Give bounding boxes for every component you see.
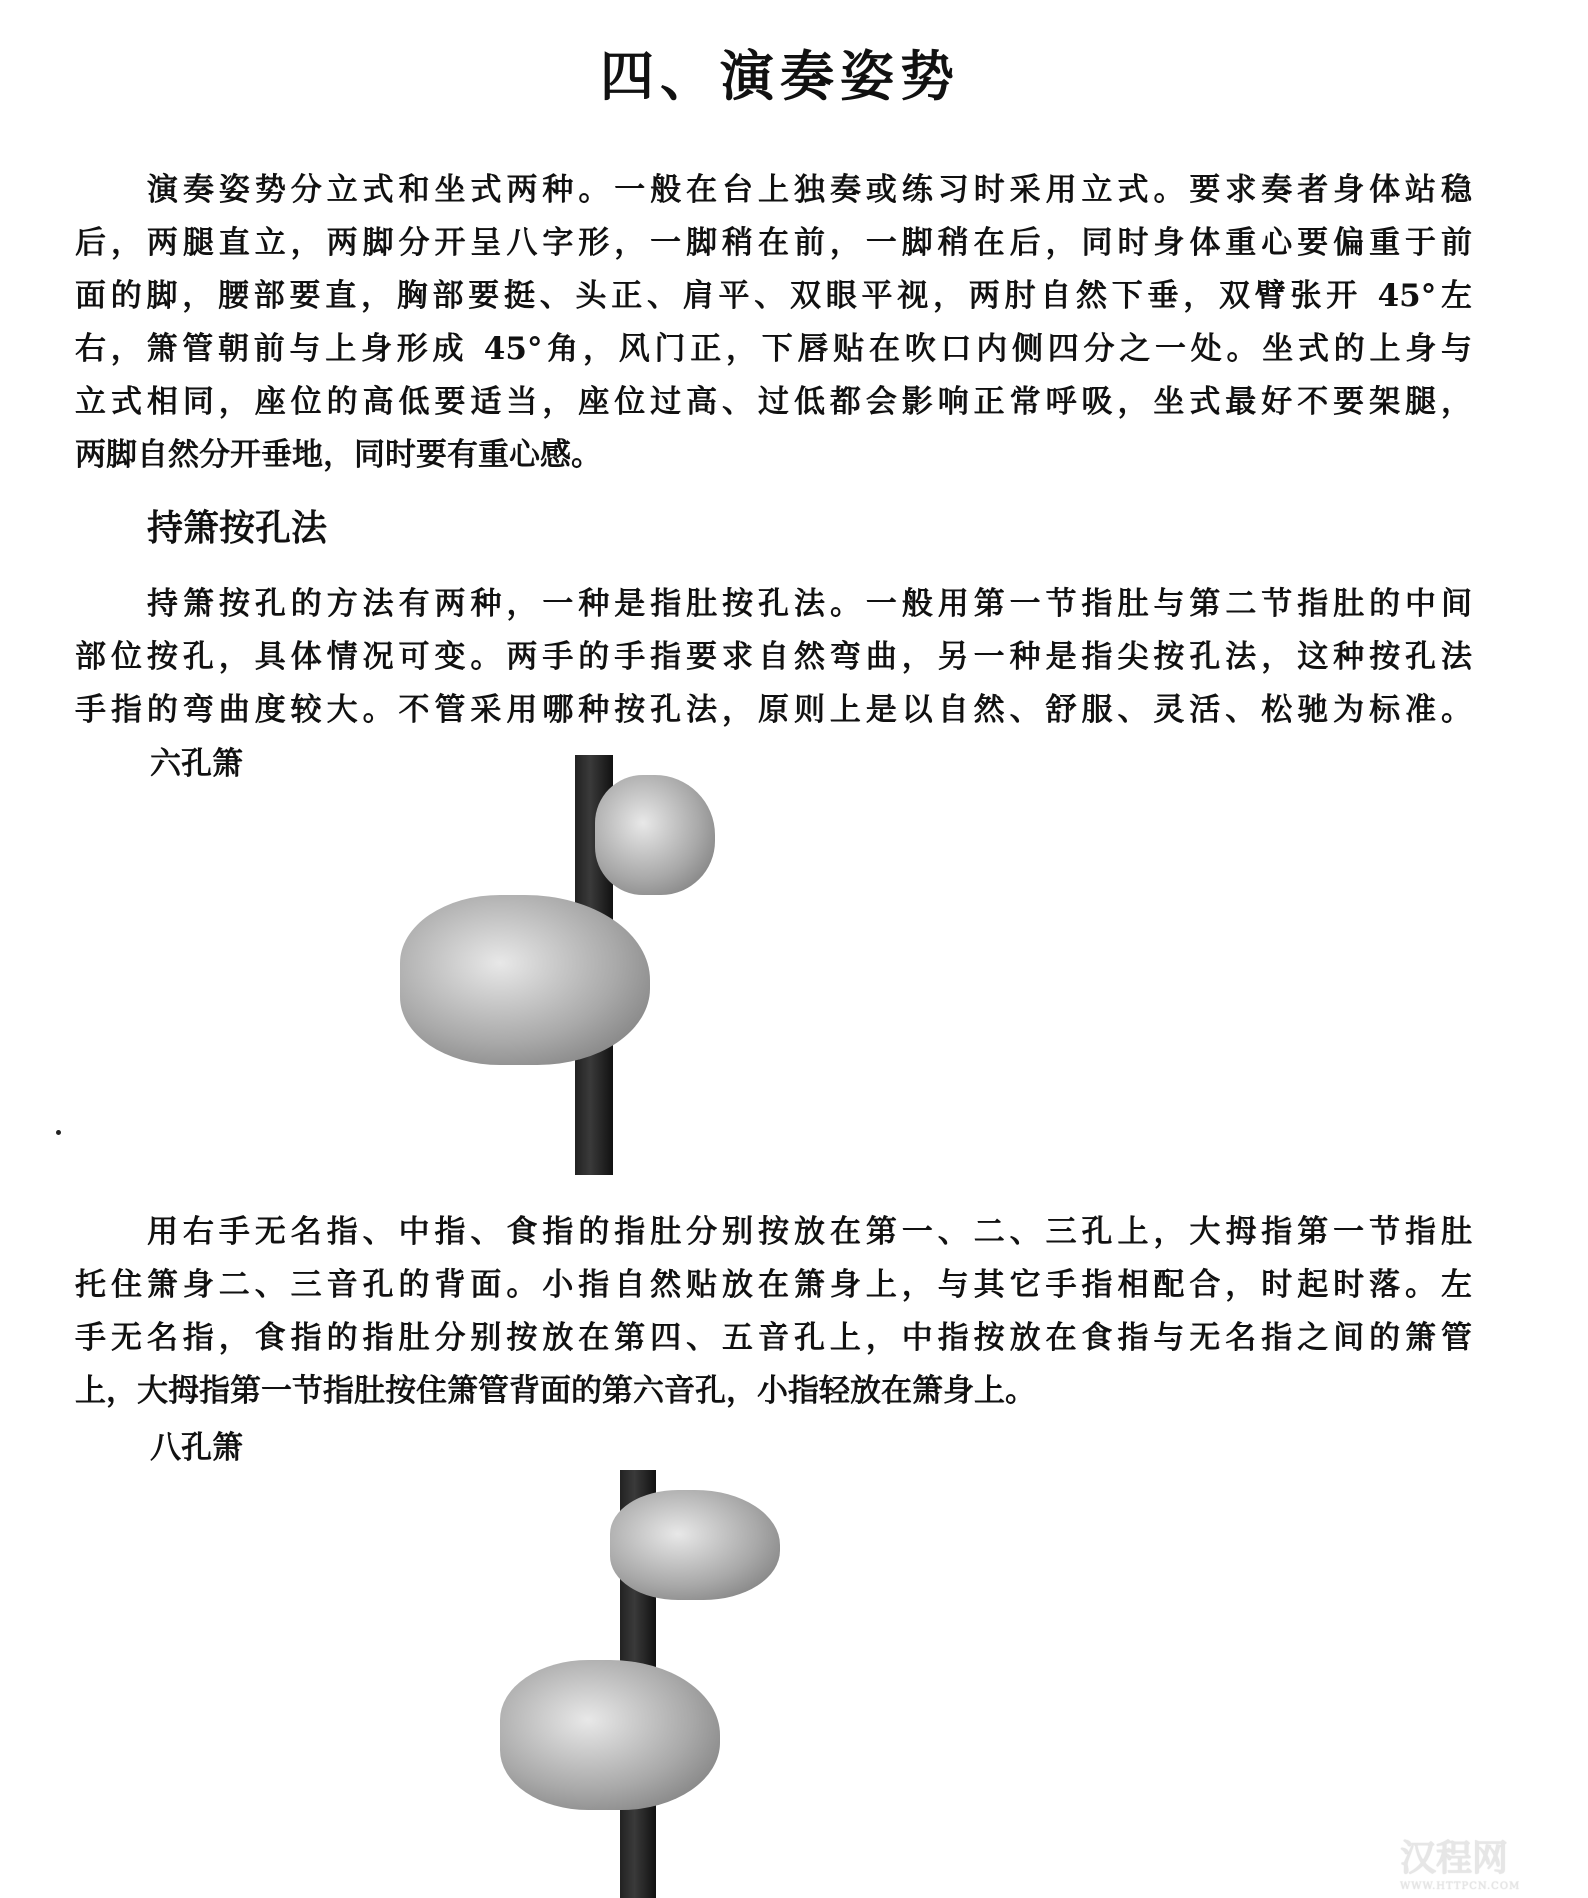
eight-hole-xiao-photo	[480, 1470, 800, 1898]
upper-hand-shape	[610, 1490, 780, 1600]
stray-mark	[56, 1130, 61, 1135]
watermark-url: WWW.HTTPCN.COM	[1400, 1881, 1521, 1892]
paragraph-line: 手指的弯曲度较大。不管采用哪种按孔法，原则上是以自然、舒服、灵活、松驰为标准。	[75, 692, 1472, 728]
watermark	[1400, 1830, 1520, 1892]
page-title: 四、演奏姿势	[600, 44, 960, 108]
six-hole-xiao-photo	[380, 755, 730, 1175]
figure-caption: 八孔箫	[150, 1430, 243, 1466]
paragraph-line: 两脚自然分开垂地，同时要有重心感。	[75, 437, 602, 473]
paragraph-line: 部位按孔，具体情况可变。两手的手指要求自然弯曲，另一种是指尖按孔法，这种按孔法	[75, 639, 1472, 675]
upper-hand-shape	[595, 775, 715, 895]
paragraph-line: 托住箫身二、三音孔的背面。小指自然贴放在箫身上，与其它手指相配合，时起时落。左	[75, 1267, 1472, 1303]
paragraph-line: 上，大拇指第一节指肚按住箫管背面的第六音孔，小指轻放在箫身上。	[75, 1373, 1036, 1409]
watermark-name: 汉程网	[1400, 1837, 1509, 1879]
paragraph-line: 持箫按孔的方法有两种，一种是指肚按孔法。一般用第一节指肚与第二节指肚的中间	[147, 586, 1472, 622]
paragraph-line: 用右手无名指、中指、食指的指肚分别按放在第一、二、三孔上，大拇指第一节指肚	[147, 1214, 1472, 1250]
paragraph-line: 演奏姿势分立式和坐式两种。一般在台上独奏或练习时采用立式。要求奏者身体站稳	[147, 172, 1472, 208]
lower-hand-shape	[500, 1660, 720, 1810]
lower-hand-shape	[400, 895, 650, 1065]
paragraph-line: 后，两腿直立，两脚分开呈八字形，一脚稍在前，一脚稍在后，同时身体重心要偏重于前	[75, 225, 1472, 261]
paragraph-line: 右，箫管朝前与上身形成 45°角，风门正，下唇贴在吹口内侧四分之一处。坐式的上身与	[75, 331, 1472, 367]
section-heading: 持箫按孔法	[147, 507, 328, 549]
figure-caption: 六孔箫	[150, 746, 243, 782]
paragraph-line: 手无名指，食指的指肚分别按放在第四、五音孔上，中指按放在食指与无名指之间的箫管	[75, 1320, 1472, 1356]
paragraph-line: 面的脚，腰部要直，胸部要挺、头正、肩平、双眼平视，两肘自然下垂，双臂张开 45°左	[75, 278, 1472, 314]
paragraph-line: 立式相同，座位的高低要适当，座位过高、过低都会影响正常呼吸，坐式最好不要架腿，	[75, 384, 1472, 420]
